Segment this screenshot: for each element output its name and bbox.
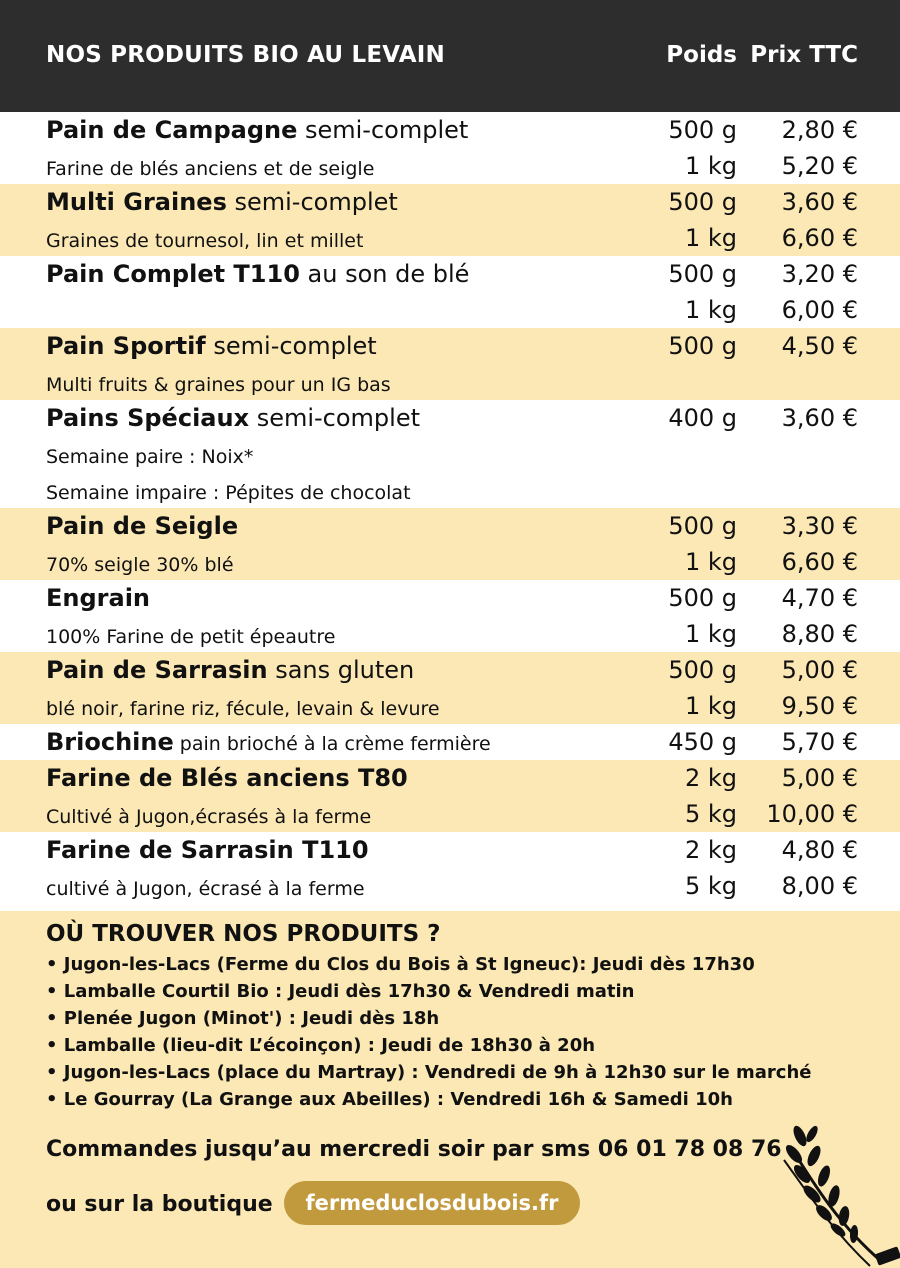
location-list	[46, 951, 812, 1113]
product-title: Pain de Sarrasin	[46, 656, 268, 684]
product-weight: 1 kg	[684, 692, 737, 720]
product-weight: 400 g	[668, 404, 737, 432]
product-name	[46, 656, 414, 684]
product-line	[0, 508, 900, 544]
product-title: Multi Graines	[46, 188, 227, 216]
product-price: 6,00 €	[781, 296, 858, 324]
product-title: Farine de Sarrasin T110	[46, 836, 369, 864]
product-price: 10,00 €	[766, 800, 858, 828]
menu-title: NOS PRODUITS BIO AU LEVAIN	[46, 42, 445, 68]
product-description: blé noir, farine riz, fécule, levain & levure	[46, 698, 440, 720]
product-weight: 500 g	[668, 332, 737, 360]
product-price: 6,60 €	[781, 224, 858, 252]
product-price: 4,50 €	[781, 332, 858, 360]
product-line	[0, 328, 900, 364]
menu-header	[0, 0, 900, 112]
product-weight: 1 kg	[684, 152, 737, 180]
product-description: Graines de tournesol, lin et millet	[46, 230, 364, 252]
product-variant: au son de blé	[299, 260, 470, 288]
product-line	[0, 760, 900, 796]
product-price: 6,60 €	[781, 548, 858, 576]
wheat-icon	[770, 1116, 900, 1268]
product-block	[0, 508, 900, 580]
product-description: Multi fruits & graines pour un IG bas	[46, 374, 391, 396]
product-variant: pain brioché à la crème fermière	[173, 733, 491, 755]
product-price: 2,80 €	[781, 116, 858, 144]
product-weight: 2 kg	[684, 764, 737, 792]
product-variant: sans gluten	[267, 656, 415, 684]
product-price: 8,80 €	[781, 620, 858, 648]
product-price: 4,80 €	[781, 836, 858, 864]
product-price: 3,30 €	[781, 512, 858, 540]
product-title: Engrain	[46, 584, 151, 612]
product-block	[0, 724, 900, 760]
product-weight: 500 g	[668, 584, 737, 612]
product-weight: 2 kg	[684, 836, 737, 864]
product-weight: 1 kg	[684, 296, 737, 324]
product-weight: 1 kg	[684, 224, 737, 252]
where-title: OÙ TROUVER NOS PRODUITS ?	[46, 921, 441, 947]
product-weight: 500 g	[668, 116, 737, 144]
product-weight: 500 g	[668, 512, 737, 540]
order-info: Commandes jusqu’au mercredi soir par sms 06 01 78 08 76	[46, 1137, 782, 1162]
product-variant: semi-complet	[297, 116, 469, 144]
product-variant: semi-complet	[249, 404, 421, 432]
product-line	[0, 688, 900, 724]
product-title: Pain Sportif	[46, 332, 206, 360]
product-price: 5,20 €	[781, 152, 858, 180]
product-price: 5,00 €	[781, 656, 858, 684]
product-title: Pains Spéciaux	[46, 404, 250, 432]
product-name	[46, 728, 491, 756]
product-block	[0, 760, 900, 832]
product-price: 5,00 €	[781, 764, 858, 792]
product-line	[0, 868, 900, 904]
product-title: Farine de Blés anciens T80	[46, 764, 408, 792]
product-line	[0, 112, 900, 148]
product-line	[0, 832, 900, 868]
shop-label: ou sur la boutique	[46, 1192, 273, 1217]
product-name	[46, 116, 468, 144]
product-block	[0, 256, 900, 328]
product-block	[0, 652, 900, 724]
product-block	[0, 328, 900, 400]
product-line	[0, 796, 900, 832]
product-weight: 450 g	[668, 728, 737, 756]
product-line	[0, 184, 900, 220]
product-weight: 500 g	[668, 656, 737, 684]
product-line	[0, 616, 900, 652]
product-price: 4,70 €	[781, 584, 858, 612]
product-line	[0, 436, 900, 472]
column-header-weight: Poids	[666, 42, 737, 68]
footer-info	[0, 911, 900, 1268]
product-line	[0, 256, 900, 292]
product-name	[46, 836, 369, 864]
product-line	[0, 292, 900, 328]
product-line	[0, 580, 900, 616]
product-variant: semi-complet	[226, 188, 398, 216]
product-line	[0, 220, 900, 256]
location-item: • Jugon-les-Lacs (place du Martray) : Vendredi de 9h à 12h30 sur le marché	[46, 1059, 812, 1086]
product-line	[0, 544, 900, 580]
product-description: Cultivé à Jugon,écrasés à la ferme	[46, 806, 372, 828]
location-item: • Plenée Jugon (Minot') : Jeudi dès 18h	[46, 1005, 812, 1032]
column-header-price: Prix TTC	[750, 42, 858, 68]
product-line	[0, 472, 900, 508]
product-weight: 500 g	[668, 188, 737, 216]
product-price: 3,60 €	[781, 404, 858, 432]
location-item: • Le Gourray (La Grange aux Abeilles) : Vendredi 16h & Samedi 10h	[46, 1086, 812, 1113]
product-description: Semaine paire : Noix*	[46, 446, 254, 468]
product-name	[46, 260, 469, 288]
product-price: 8,00 €	[781, 872, 858, 900]
product-block	[0, 580, 900, 652]
product-price: 3,60 €	[781, 188, 858, 216]
product-variant: semi-complet	[205, 332, 377, 360]
product-title: Pain de Campagne	[46, 116, 298, 144]
product-block	[0, 112, 900, 184]
product-weight: 5 kg	[684, 800, 737, 828]
location-item: • Jugon-les-Lacs (Ferme du Clos du Bois à St Igneuc): Jeudi dès 17h30	[46, 951, 812, 978]
product-line	[0, 652, 900, 688]
product-weight: 5 kg	[684, 872, 737, 900]
location-item: • Lamballe (lieu-dit L’écoinçon) : Jeudi de 18h30 à 20h	[46, 1032, 812, 1059]
product-title: Pain de Seigle	[46, 512, 239, 540]
product-description: cultivé à Jugon, écrasé à la ferme	[46, 878, 365, 900]
product-name	[46, 332, 377, 360]
product-line	[0, 364, 900, 400]
location-item: • Lamballe Courtil Bio : Jeudi dès 17h30 & Vendredi matin	[46, 978, 812, 1005]
product-description: 70% seigle 30% blé	[46, 554, 234, 576]
product-title: Briochine	[46, 728, 174, 756]
product-line	[0, 724, 900, 760]
product-name	[46, 188, 398, 216]
product-line	[0, 148, 900, 184]
product-description: Farine de blés anciens et de seigle	[46, 158, 375, 180]
product-block	[0, 400, 900, 508]
product-name	[46, 512, 238, 540]
product-weight: 1 kg	[684, 548, 737, 576]
product-name	[46, 764, 408, 792]
product-title: Pain Complet T110	[46, 260, 300, 288]
product-description: 100% Farine de petit épeautre	[46, 626, 336, 648]
product-name	[46, 404, 420, 432]
product-name	[46, 584, 150, 612]
product-line	[0, 400, 900, 436]
product-price: 9,50 €	[781, 692, 858, 720]
product-description: Semaine impaire : Pépites de chocolat	[46, 482, 411, 504]
product-price: 5,70 €	[781, 728, 858, 756]
product-weight: 1 kg	[684, 620, 737, 648]
product-weight: 500 g	[668, 260, 737, 288]
product-list	[0, 112, 900, 904]
product-block	[0, 184, 900, 256]
product-block	[0, 832, 900, 904]
product-price: 3,20 €	[781, 260, 858, 288]
shop-link-button[interactable]: fermeduclosdubois.fr	[284, 1181, 580, 1225]
